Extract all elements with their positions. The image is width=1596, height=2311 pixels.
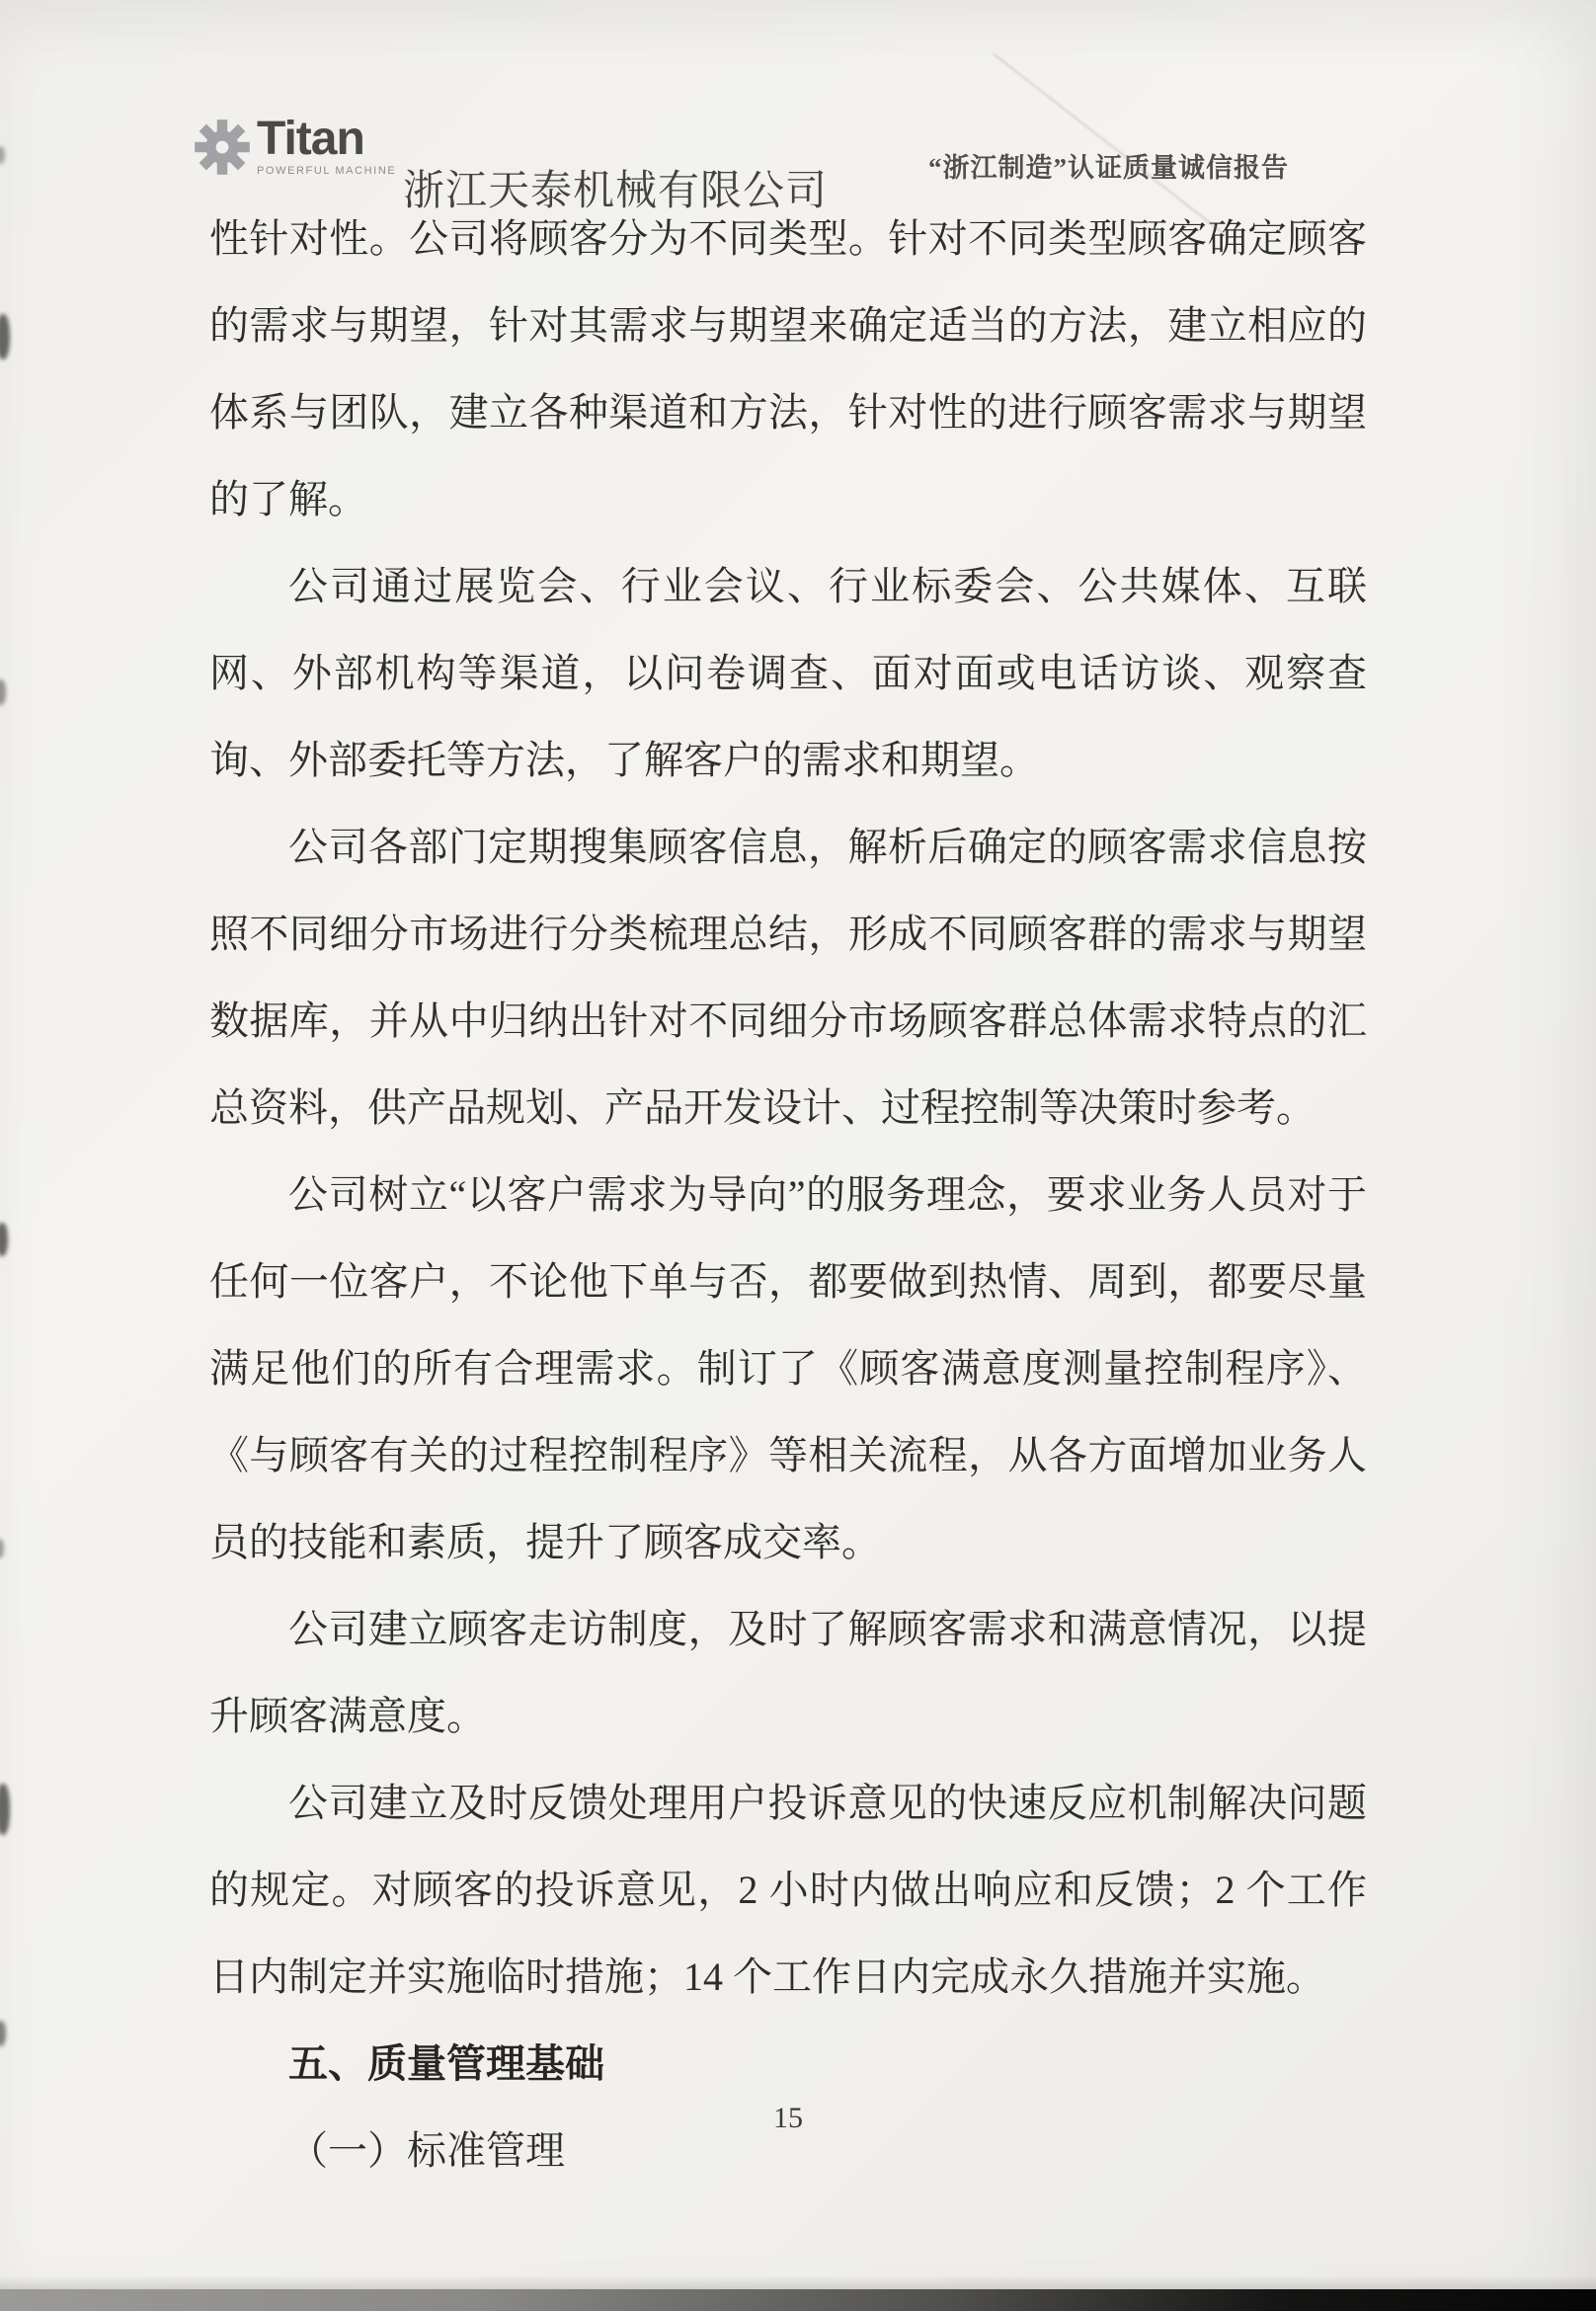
page-number: 15 [773, 2102, 803, 2134]
gear-icon [194, 119, 251, 176]
company-logo [194, 113, 397, 177]
scan-smudge [0, 1784, 10, 1835]
body-paragraph: 公司通过展览会、行业会议、行业标委会、公共媒体、互联网、外部机构等渠道，以问卷调查、面对面或电话访谈、观察查询、外部委托等方法，了解客户的需求和期望。 [209, 564, 1367, 782]
body-paragraph: 性针对性。公司将顾客分为不同类型。针对不同类型顾客确定顾客的需求与期望，针对其需求与期望来确定适当的方法，建立相应的体系与团队，建立各种渠道和方法，针对性的进行顾客需求与期望的了解。 [209, 216, 1367, 521]
scan-smudge [0, 2021, 6, 2046]
document-body [209, 196, 1367, 2194]
logo-tagline: POWERFUL MACHINE [257, 165, 397, 177]
logo-brand-name: Titan [257, 113, 364, 165]
body-paragraph: 公司建立及时反馈处理用户投诉意见的快速反应机制解决问题的规定。对顾客的投诉意见，2 小时内做出响应和反馈；2 个工作日内制定并实施临时措施；14 个工作日内完成永久措施并实施。 [209, 1781, 1367, 1999]
header-company-name: 浙江天泰机械有限公司 [403, 169, 829, 214]
scan-smudge [0, 314, 10, 359]
body-paragraph: 公司树立“以客户需求为导向”的服务理念，要求业务人员对于任何一位客户，不论他下单与否，都要做到热情、周到，都要尽量满足他们的所有合理需求。制订了《顾客满意度测量控制程序》、《与顾客有关的过程控制程序》等相关流程，从各方面增加业务人员的技能和素质，提升了顾客成交率。 [209, 1172, 1367, 1564]
body-paragraph: 公司各部门定期搜集顾客信息，解析后确定的顾客需求信息按照不同细分市场进行分类梳理总结，形成不同顾客群的需求与期望数据库，并从中归纳出针对不同细分市场顾客群总体需求特点的汇总资料，供产品规划、产品开发设计、过程控制等决策时参考。 [209, 825, 1367, 1130]
scan-smudge [0, 1223, 8, 1256]
section-heading: 五、质量管理基础 [288, 2041, 604, 2086]
logo-text-block [257, 113, 397, 177]
body-paragraph: 公司建立顾客走访制度，及时了解顾客需求和满意情况，以提升顾客满意度。 [209, 1607, 1367, 1738]
header-report-title: “浙江制造”认证质量诚信报告 [928, 153, 1289, 183]
scan-smudge [0, 146, 5, 164]
scan-bottom-edge [0, 2289, 1596, 2311]
scan-smudge [0, 1539, 4, 1558]
scan-smudge [0, 679, 6, 705]
subsection-heading: （一）标准管理 [288, 2128, 565, 2173]
scan-bottom-shadow [0, 2275, 1596, 2289]
